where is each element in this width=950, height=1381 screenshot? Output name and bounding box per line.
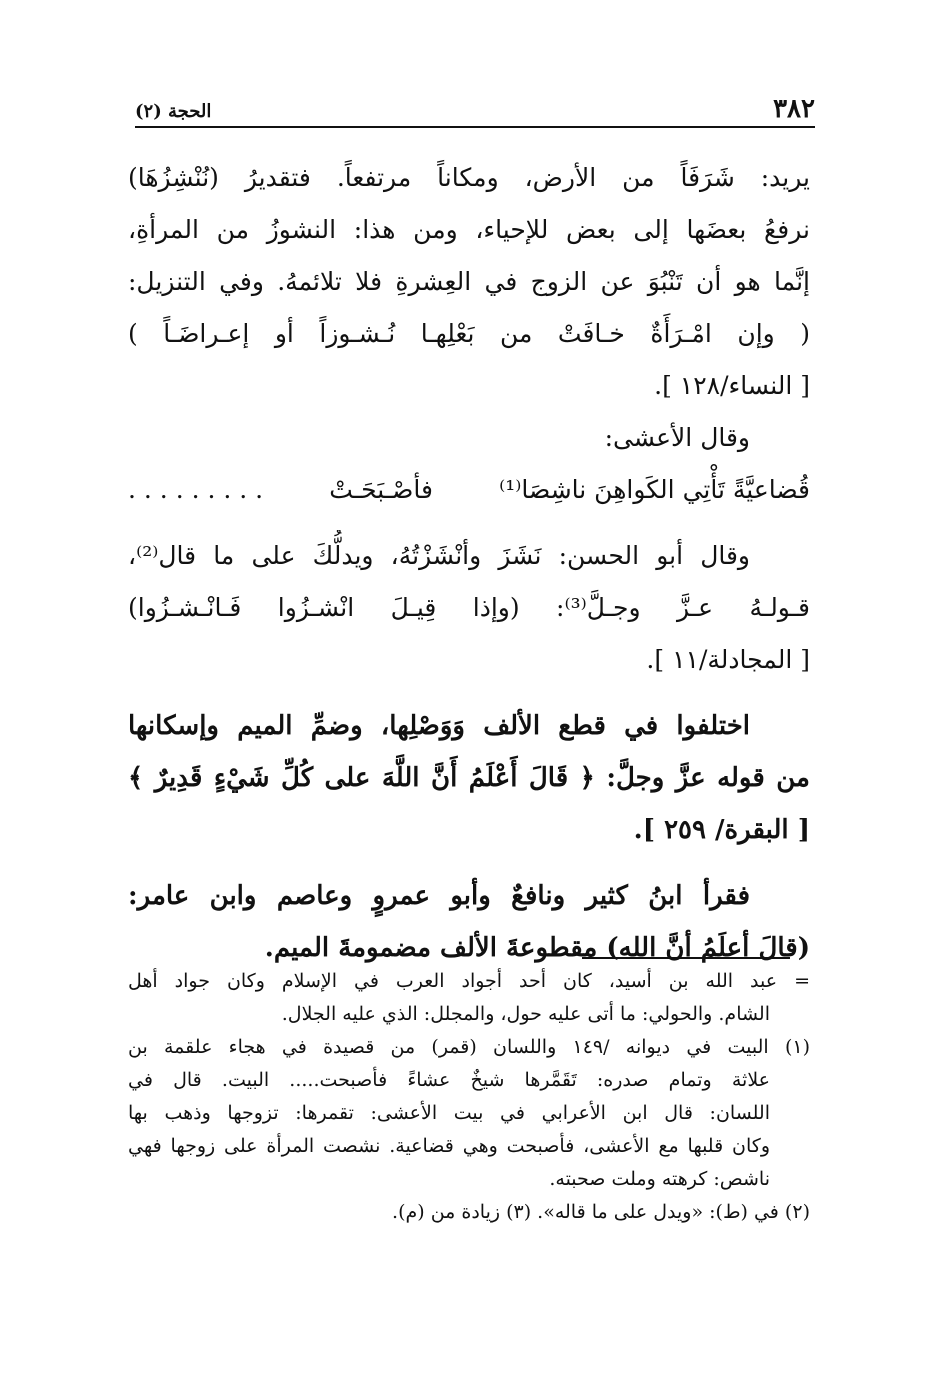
footnote-line: علاثة وتمام صدره: تَقَمَّرها شيخٌ عشاءً فأصبحت..... البيت. قال في [128, 1069, 770, 1091]
footnotes [128, 965, 810, 1229]
main-text [128, 152, 810, 974]
footnote-line: ناشص: كرهته وملت صحبته. [549, 1168, 770, 1190]
poem-first-hemistich: فأصْـبَحَـتْ [329, 475, 433, 504]
poem-second-hemistich: قُضاعيَّةً تَأْتِي الكَواهِنَ ناشِصَا⁽¹⁾ [499, 475, 810, 504]
poem-dots: . . . . . . . . . [128, 475, 264, 504]
footnote-line: اللسان: قال ابن الأعرابي في بيت الأعشى: تقمرها: تزوجها وذهب بها [128, 1102, 770, 1124]
paragraph-1 [128, 152, 810, 412]
footnote-line: وكان قلبها مع الأعشى، فأصبحت وهي قضاعية. نشصت المرأة على زوجها فهي [128, 1135, 771, 1157]
footnote-line: = عبد الله بن أسيد، كان أحد أجواد العرب في الإسلام وكان جواد أهل [128, 970, 810, 992]
paragraph-2 [128, 530, 810, 686]
running-title: الحجة (٢) [135, 101, 212, 122]
footnote-separator [582, 957, 790, 959]
poem-verse [128, 464, 810, 516]
text-line: إنَّما هو أن تَنْبُوَ عن الزوج في العِشرةِ فلا تلائمهُ. وفي التنزيل: [128, 267, 810, 296]
footnote-line: الشام. والحولي: ما أتى عليه حول، والمجلل: الذي عليه الجلال. [281, 1003, 770, 1025]
text-line: يريد: شَرَفَاً من الأرض، ومكاناً مرتفعاً. فتقديرُ (نُنْشِزُهَا) [128, 163, 810, 192]
text-line: [ البقرة/ ٢٥٩ ]. [633, 815, 810, 845]
paragraph-3 [128, 700, 810, 856]
footnote-line: (١) البيت في ديوانه /١٤٩ واللسان (قمر) من قصيدة في هجاء علقمة بن [128, 1036, 810, 1058]
text-line: من قوله عزَّ وجلَّ: ﴿ قَالَ أَعْلَمُ أَنَّ اللَّهَ على كُلِّ شَيْءٍ قَدِيرٌ ﴾ [128, 763, 810, 793]
page-number: ٣٨٢ [773, 94, 815, 124]
text-line: اختلفوا في قطع الألف وَوَصْلِها، وضمِّ الميم وإسكانها [128, 711, 750, 741]
text-line: فقرأ ابنُ كثير ونافعٌ وأبو عمروٍ وعاصم وابن عامر: [128, 881, 750, 911]
text-line: نرفعُ بعضَها إلى بعض للإحياء، ومن هذا: النشوزُ من المرأةِ، [128, 215, 810, 244]
text-line: قـولـهُ عـزَّ وجـلَّ⁽³⁾: (وإذا قِيـلَ انْشـزُوا فَـانْـشـزُوا) [128, 593, 810, 622]
poem-intro: وقال الأعشى: [604, 423, 750, 452]
text-line: (قالَ أعلَمُ أنَّ الله) مقطوعةَ الألف مضمومةَ الميم. [264, 933, 810, 963]
text-line: ( وإن امْـرَأَةٌ خـافَتْ من بَعْلِهـا نُـشـوزاً أو إعـراضَـاً ) [128, 319, 810, 348]
text-line: [ النساء/١٢٨ ]. [654, 371, 810, 400]
footnote-line: (٢) في (ط): «ويدل على ما قاله». (٣) زيادة من (م). [392, 1201, 810, 1223]
text-line: [ المجادلة/١١ ]. [646, 645, 810, 674]
page-header [135, 92, 815, 128]
text-line: وقال أبو الحسن: نَشَزَ وأنْشَزْتُهُ، ويدلُّكَ على ما قال⁽²⁾، [128, 541, 750, 570]
